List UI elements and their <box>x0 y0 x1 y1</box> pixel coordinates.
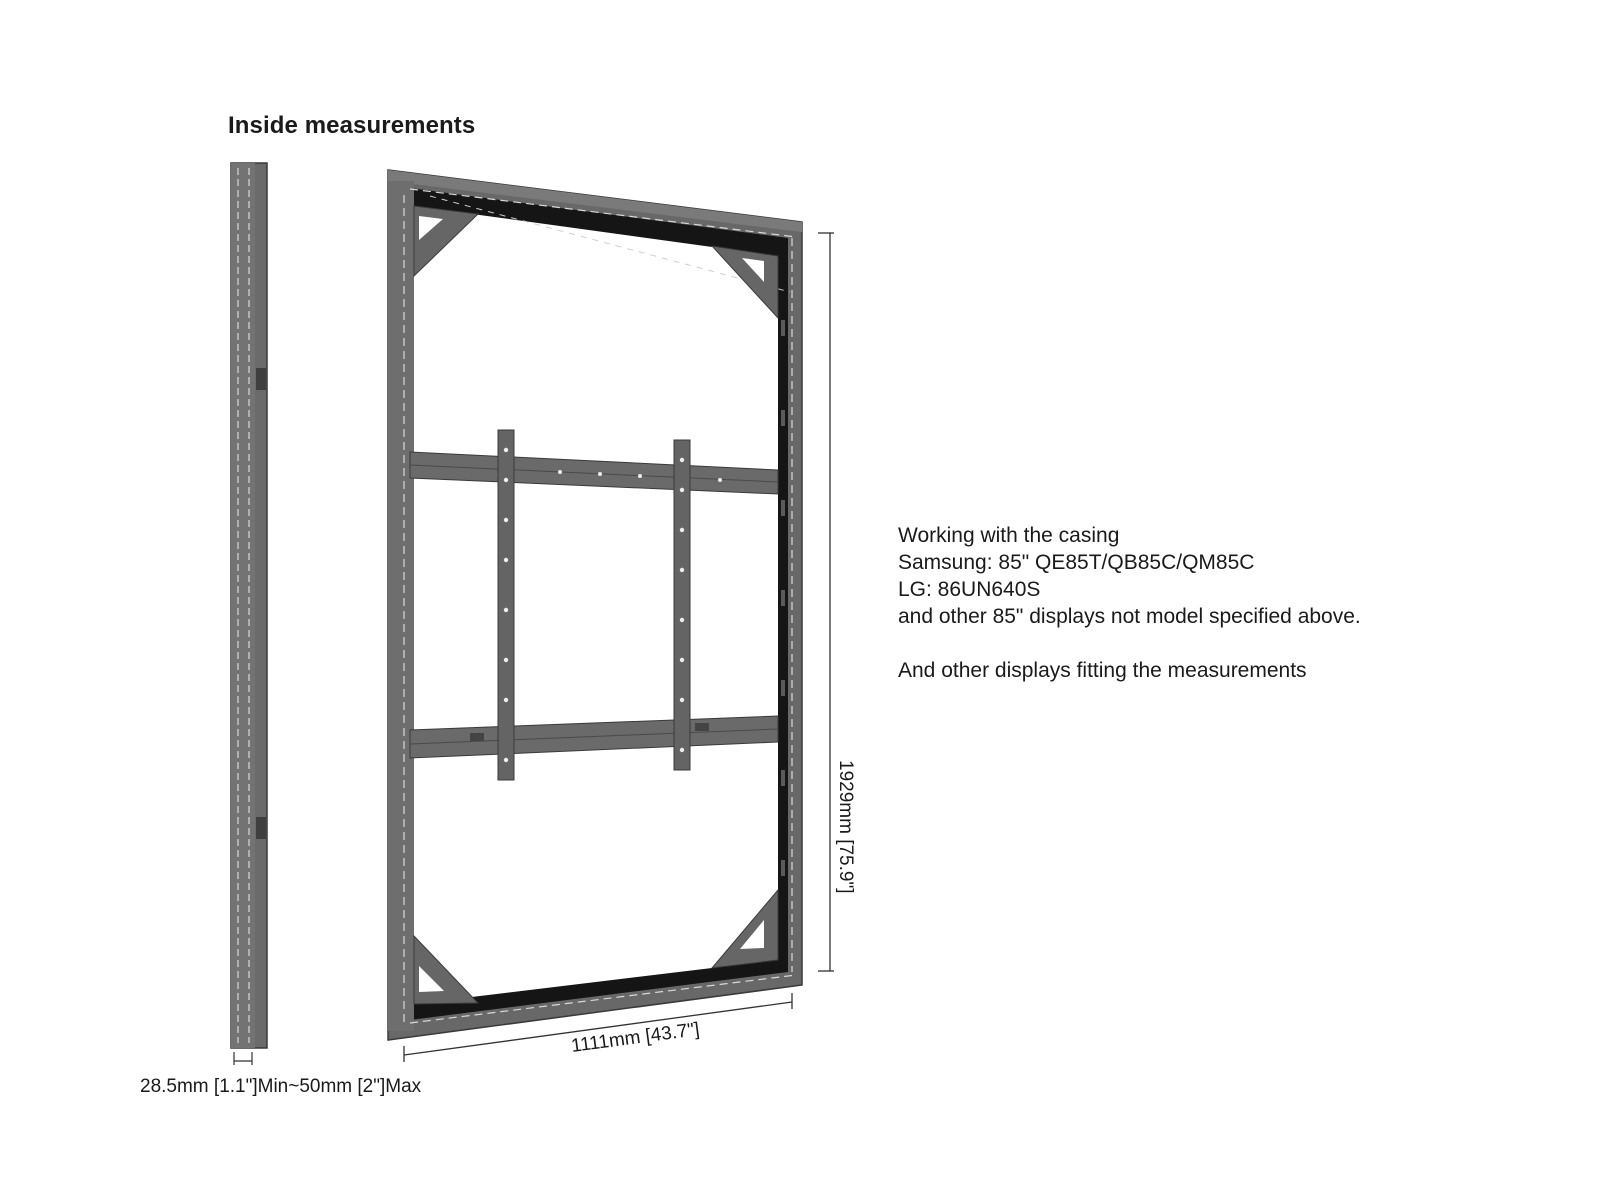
compatibility-note: And other displays fitting the measurements <box>898 659 1307 682</box>
side-profile <box>231 163 267 1065</box>
height-dimension-line <box>818 233 856 971</box>
compatibility-line: Samsung: 85" QE85T/QB85C/QM85C <box>898 551 1255 574</box>
compatibility-info <box>898 522 1361 684</box>
width-dimension-label: 1111mm [43.7"] <box>569 1019 701 1057</box>
vertical-arm-right <box>674 440 690 770</box>
compatibility-line: and other 85" displays not model specified above. <box>898 605 1361 628</box>
page-title: Inside measurements <box>228 112 476 139</box>
compatibility-line: LG: 86UN640S <box>898 578 1041 601</box>
spacer <box>898 630 1361 657</box>
vertical-arm-left <box>498 430 514 780</box>
main-frame <box>388 170 802 1040</box>
compatibility-line: Working with the casing <box>898 524 1120 547</box>
height-dimension-label: 1929mm [75.9"] <box>835 760 856 894</box>
depth-dimension-label: 28.5mm [1.1"]Min~50mm [2"]Max <box>140 1076 422 1097</box>
